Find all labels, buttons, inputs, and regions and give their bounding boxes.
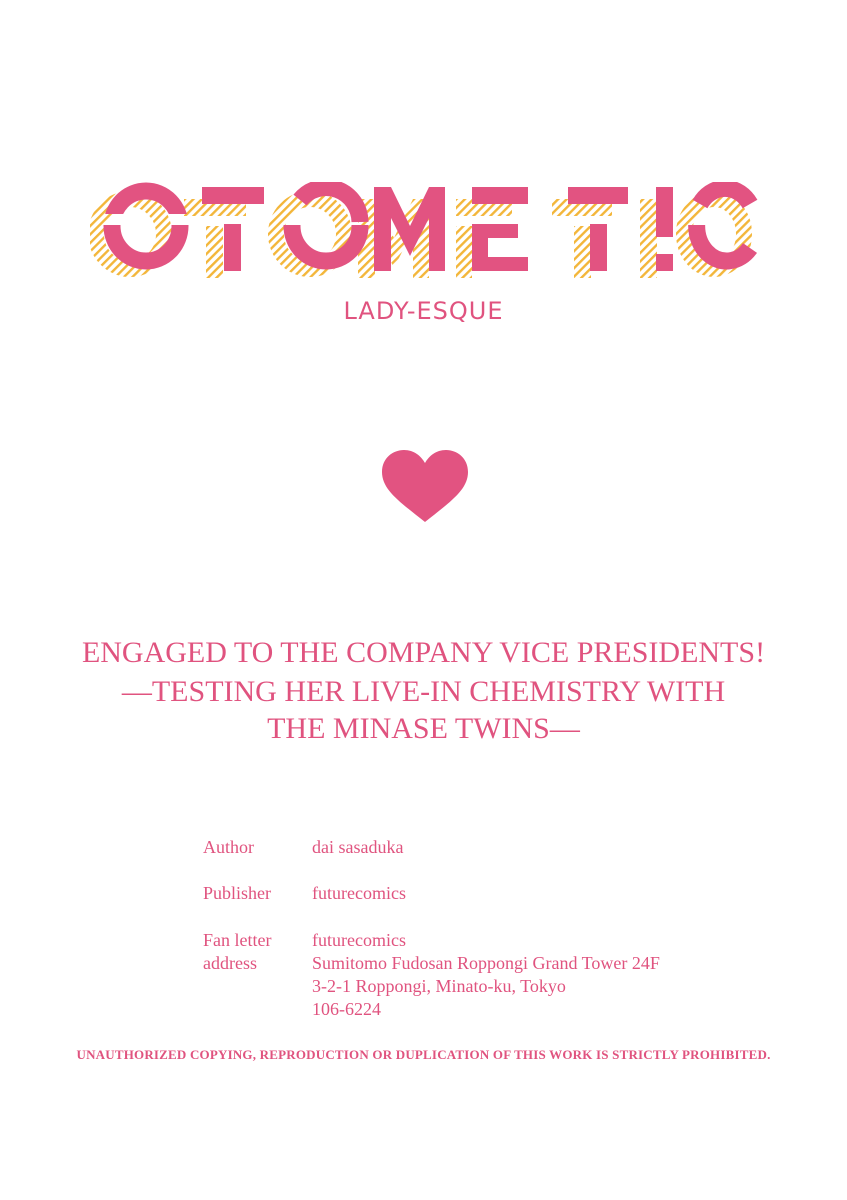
address-line-4: 106-6224 <box>312 999 381 1019</box>
fan-letter-label-2: address <box>203 953 257 973</box>
otometic-logo <box>90 182 760 284</box>
book-title-line-1: ENGAGED TO THE COMPANY VICE PRESIDENTS! <box>81 636 766 669</box>
publisher-value: futurecomics <box>312 883 406 903</box>
address-line-1: futurecomics <box>312 930 406 950</box>
author-label: Author <box>203 837 254 857</box>
book-title-line-2: —TESTING HER LIVE-IN CHEMISTRY WITH <box>121 675 726 708</box>
address-line-3: 3-2-1 Roppongi, Minato-ku, Tokyo <box>312 976 566 996</box>
sub-brand-label: LADY-ESQUE <box>343 297 504 325</box>
fan-letter-label-1: Fan letter <box>203 930 272 950</box>
address-line-2: Sumitomo Fudosan Roppongi Grand Tower 24F <box>312 953 660 973</box>
copyright-notice: UNAUTHORIZED COPYING, REPRODUCTION OR DUPLICATION OF THIS WORK IS STRICTLY PROHIBITED. <box>76 1047 771 1062</box>
author-value: dai sasaduka <box>312 837 404 857</box>
heart-icon <box>380 450 470 524</box>
publisher-label: Publisher <box>203 883 272 903</box>
book-title-line-3: THE MINASE TWINS— <box>267 712 580 745</box>
